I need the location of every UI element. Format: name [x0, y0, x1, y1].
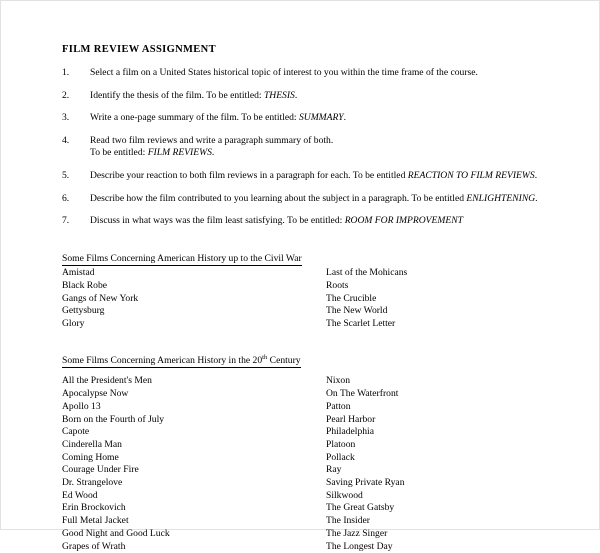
film-list-item: Coming Home — [62, 451, 119, 463]
film-list-item: The Scarlet Letter — [326, 318, 396, 330]
assignment-task-item — [62, 112, 570, 125]
film-list-item: Capote — [62, 426, 90, 438]
film-list-item: Erin Brockovich — [62, 502, 126, 514]
task-number: 1. — [62, 67, 70, 78]
task-number: 6. — [62, 192, 70, 204]
page-title: FILM REVIEW ASSIGNMENT — [62, 44, 216, 55]
assignment-task-item — [62, 135, 570, 160]
film-list-item: Black Robe — [62, 280, 108, 292]
film-list-item: Nixon — [326, 375, 350, 387]
film-list-item: Gettysburg — [62, 305, 105, 317]
film-list-item: Courage Under Fire — [62, 464, 139, 476]
film-list-item: Last of the Mohicans — [326, 267, 408, 279]
film-list-item: Roots — [326, 280, 349, 292]
task-text-line — [90, 147, 570, 160]
film-list-columns — [62, 267, 570, 331]
film-section-heading — [62, 253, 302, 267]
task-text-plain: Select a film on a United States historical topic of interest to you within the time frame of the course. — [90, 67, 478, 78]
assignment-task-item — [62, 193, 570, 206]
task-number: 7. — [62, 215, 70, 227]
task-number: 4. — [62, 134, 70, 146]
task-text-tail: . — [535, 192, 538, 204]
film-list-item: Dr. Strangelove — [62, 477, 123, 489]
film-list-item: Silkwood — [326, 489, 363, 501]
task-text-plain: Discuss in what ways was the film least satisfying. To be entitled: — [90, 215, 345, 227]
task-text-line — [90, 193, 570, 206]
film-list-item: Pearl Harbor — [326, 413, 376, 425]
film-list-item: Ray — [326, 464, 342, 476]
task-text-plain: Write a one-page summary of the film. To be entitled: — [90, 112, 299, 124]
film-section-civil-war — [62, 248, 570, 331]
task-text-plain: Describe your reaction to both film reviews in a paragraph for each. To be entitled — [90, 169, 408, 181]
task-deliverable-title: ROOM FOR IMPROVEMENT — [344, 215, 463, 227]
task-text-line — [90, 170, 570, 183]
film-list-item: The Crucible — [326, 292, 377, 304]
task-deliverable-title: ENLIGHTENING — [466, 192, 536, 204]
film-list-item: Cinderella Man — [62, 438, 122, 450]
film-list-item: The Great Gatsby — [326, 502, 395, 514]
task-text-tail: . — [534, 169, 538, 181]
assignment-task-item — [62, 215, 570, 228]
film-list-item: The New World — [326, 305, 388, 317]
film-list-item: All the President's Men — [62, 375, 152, 387]
assignment-task-item — [62, 170, 570, 183]
film-list-right — [326, 267, 566, 331]
film-list-item: The Insider — [326, 515, 370, 527]
task-deliverable-title: SUMMARY — [298, 112, 344, 124]
film-list-item: Apocalypse Now — [62, 388, 129, 400]
film-section-heading-tail: Century — [267, 354, 301, 366]
film-list-item: Glory — [62, 318, 85, 330]
task-text-line — [90, 90, 570, 103]
task-text-tail: . — [343, 112, 346, 124]
task-text-line — [90, 215, 570, 228]
film-list-columns — [62, 375, 570, 553]
film-list-item: Full Metal Jacket — [62, 515, 129, 527]
assignment-task-item — [62, 90, 570, 103]
film-section-heading — [62, 355, 301, 369]
film-list-left — [62, 375, 326, 553]
film-section-heading-text: Some Films Concerning American History up to the Civil War — [62, 252, 302, 264]
film-list-left — [62, 267, 326, 331]
task-text-line — [90, 67, 570, 80]
document-body — [62, 43, 570, 553]
task-text-tail: . — [211, 147, 215, 159]
task-deliverable-title: FILM REVIEWS — [147, 147, 212, 159]
task-text-line — [90, 135, 570, 148]
film-list-item: Amistad — [62, 267, 95, 279]
task-text-plain: Read two film reviews and write a paragraph summary of both. — [90, 134, 334, 146]
task-deliverable-title: THESIS — [263, 89, 295, 101]
task-number: 2. — [62, 89, 70, 101]
film-list-item: Ed Wood — [62, 489, 98, 501]
film-section-heading-text: Some Films Concerning American History in the 20 — [62, 354, 263, 366]
film-list-item: Born on the Fourth of July — [62, 413, 165, 425]
film-list-item: Philadelphia — [326, 426, 374, 438]
ordinal-superscript: th — [262, 353, 268, 361]
film-list-item: Gangs of New York — [62, 292, 139, 304]
film-list-item: On The Waterfront — [326, 388, 399, 400]
task-text-plain: To be entitled: — [90, 147, 148, 159]
task-text-tail: . — [294, 89, 298, 101]
task-text-plain: Identify the thesis of the film. To be entitled: — [90, 89, 264, 101]
film-list-item: The Longest Day — [326, 540, 393, 552]
task-deliverable-title: REACTION TO FILM REVIEWS — [407, 169, 535, 181]
task-text-line — [90, 112, 570, 125]
film-section-20th-century — [62, 350, 570, 553]
film-list-item: Good Night and Good Luck — [62, 527, 170, 539]
task-number: 3. — [62, 112, 70, 124]
assignment-task-list — [62, 67, 570, 228]
film-list-item: Apollo 13 — [62, 400, 101, 412]
film-list-item: Platoon — [326, 438, 356, 450]
film-list-item: Saving Private Ryan — [326, 477, 405, 489]
film-list-item: Pollack — [326, 451, 355, 463]
task-number: 5. — [62, 169, 70, 181]
film-list-item: Grapes of Wrath — [62, 540, 126, 552]
task-text-plain: Describe how the film contributed to you learning about the subject in a paragraph. To be entitled — [90, 192, 467, 204]
film-list-right — [326, 375, 566, 553]
film-list-item: The Jazz Singer — [326, 527, 388, 539]
film-list-item: Patton — [326, 400, 351, 412]
assignment-task-item — [62, 67, 570, 80]
